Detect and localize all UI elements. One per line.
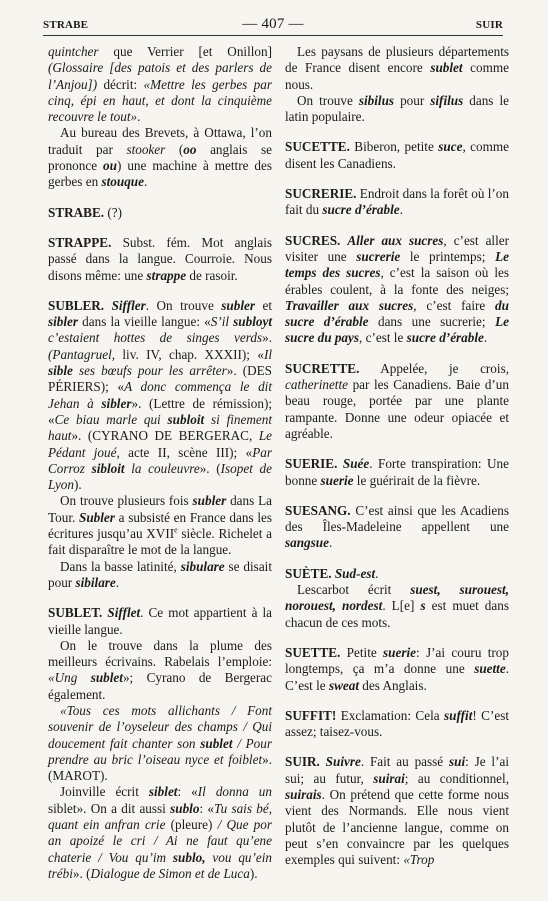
running-head xyxy=(43,16,503,32)
header-first-entry: STRABE xyxy=(43,19,89,31)
entry-sublet: SUBLET. Sifflet. Ce mot appartient à la vieille langue. xyxy=(48,605,272,637)
entry-suffit: SUFFIT! Exclamation: Cela suffit! C’est assez; taisez-vous. xyxy=(285,707,509,740)
left-column xyxy=(48,44,272,882)
paragraph: Dans la basse latinité, sibulare se disait pour sibilare. xyxy=(48,558,272,590)
paragraph: Au bureau des Brevets, à Ottawa, l’on traduit par stooker (oo anglais se prononce ou) une machine à mettre des gerbes en stouque. xyxy=(48,125,272,190)
header-last-entry: SUIR xyxy=(475,19,503,31)
entry-suerie: SUERIE. Suée. Forte transpiration: Une bonne suerie le guérirait de la fièvre. xyxy=(285,456,510,488)
entry-suete: SUÈTE. Sud-est. xyxy=(285,565,379,581)
entry-sucres: SUCRES. Aller aux sucres, c’est aller visiter une sucrerie le printemps; Le temps des sucres, c’est la saison où les érables coulent, à la fonte des neiges; Travailler aux sucres, c’est faire du sucre d’érable dans une sucrerie; Le sucre du pays, c’est le sucre d’érable. xyxy=(285,232,510,346)
paragraph: Joinville écrit siblet: «Il donna un siblet». On a dit aussi sublo: «Tu sais bé, quant ein anfran crie (pleure) / Que por an apoizé le cri / Ai ne faut qu’ene chaterie / Vou qu’im sublo, vou qu’ein trébi». (Dialogue de Simon et de Luca). xyxy=(48,784,273,881)
paragraph: On trouve sibilus pour sifilus dans le latin populaire. xyxy=(285,92,509,125)
entry-sucrette: SUCRETTE. Appelée, je crois, catherinette par les Canadiens. Baie d’un beau rouge, portée par une plante rampante. Donne une odeur opiacée et agréable. xyxy=(285,360,509,441)
header-rule xyxy=(43,35,503,36)
paragraph: Lescarbot écrit suest, surouest, norouest, nordest. L[e] s est muet dans chacun de ces mots. xyxy=(285,582,509,630)
right-column xyxy=(285,44,509,868)
paragraph: On le trouve dans la plume des meilleurs écrivains. Rabelais l’emploie: «Ung sublet»; Cyrano de Bergerac également. xyxy=(48,637,272,702)
entry-suesang: SUESANG. C’est ainsi que les Acadiens des Îles-Madeleine appellent une sangsue. xyxy=(285,502,509,551)
entry-suir: SUIR. Suivre. Fait au passé sui: Je l’ai sui; au futur, suirai; au conditionnel, suirais. On prétend que cette forme nous vient des Normands. Elle nous vient plutôt de l’ancienne langue, comme on peut s’en convaincre par les quelques exemples qui suivent: «Trop xyxy=(285,754,510,868)
page-number: — 407 — xyxy=(242,16,304,32)
continued-paragraph: quintcher que Verrier [et Onillon] (Glossaire [des patois et des parlers de l’Anjou]) décrit: «Mettre les gerbes par cinq, épi en haut, et dont la cinquième recouvre le tout». xyxy=(48,44,272,125)
quotation: «Tous ces mots allichants / Font souvenir de l’oyseleur des champs / Qui doucement fait chanter son sublet / Pour prendre au bric l’oiseau nyce et foiblet». (MAROT). xyxy=(48,702,273,784)
entry-sucrerie: SUCRERIE. Endroit dans la forêt où l’on fait du sucre d’érable. xyxy=(285,186,509,218)
entry-subler: SUBLER. Siffler. On trouve subler et sibler dans la vieille langue: «S’il subloyt c’estaient hottes de singes verds». (Pantagruel, liv. IV, chap. XXXII); «Il sible ses bœufs pour les arrêter». (DES PÉRIERS); «A donc commença le dit Jehan à sibler». (Lettre de rémission); «Ce biau marle qui subloit si finement haut». (CYRANO DE BERGERAC, Le Pédant joué, acte II, scène III); «Par Corroz sibloit la couleuvre». (Isopet de Lyon). xyxy=(48,297,273,493)
entry-strabe: STRABE. (?) xyxy=(48,204,123,220)
paragraph: Les paysans de plusieurs départements de France disent encore sublet comme nous. xyxy=(285,44,509,92)
entry-strappe: STRAPPE. Subst. fém. Mot anglais passé dans la langue. Courroie. Nous disons même: une strappe de rasoir. xyxy=(48,234,272,283)
entry-suette: SUETTE. Petite suerie: J’ai couru trop longtemps, ça m’a donne une suette. C’est le sweat des Anglais. xyxy=(285,644,509,693)
paragraph: On trouve plusieurs fois subler dans La Tour. Subler a subsisté en France dans les écritures jusqu’au XVIIe siècle. Richelet a fait disparaître le mot de la langue. xyxy=(48,493,272,558)
entry-sucette: SUCETTE. Biberon, petite suce, comme disent les Canadiens. xyxy=(285,139,509,171)
